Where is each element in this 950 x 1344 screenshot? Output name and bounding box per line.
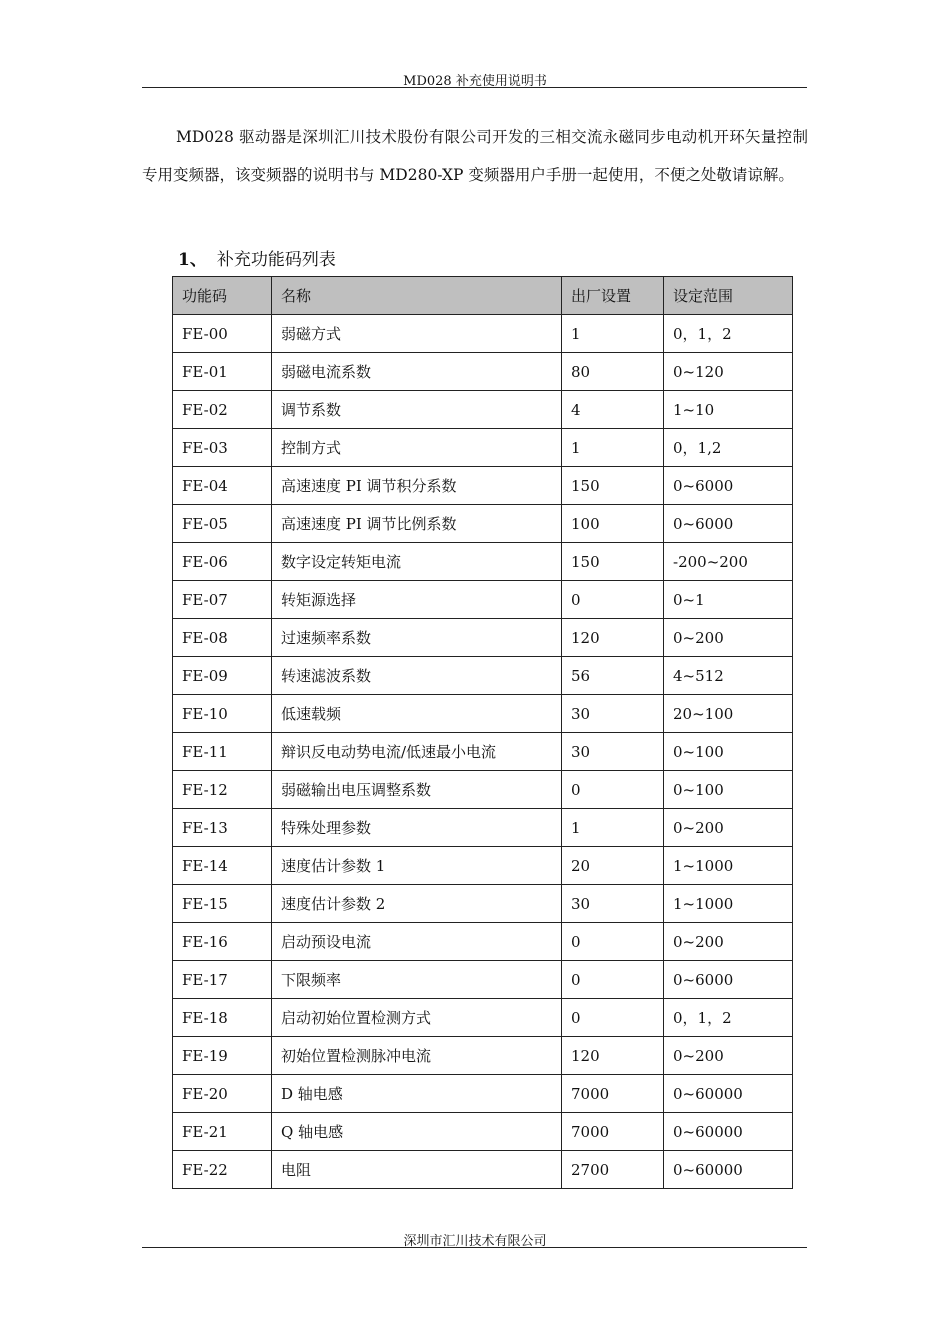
table-row (173, 543, 793, 581)
cell-default: 1 (562, 809, 664, 847)
cell-range: 0~120 (664, 353, 793, 391)
cell-default: 0 (562, 999, 664, 1037)
cell-default: 4 (562, 391, 664, 429)
cell-default: 30 (562, 695, 664, 733)
table-row (173, 847, 793, 885)
cell-name: 初始位置检测脉冲电流 (272, 1037, 562, 1075)
table-row (173, 657, 793, 695)
cell-code: FE-18 (173, 999, 272, 1037)
table-row (173, 961, 793, 999)
cell-default: 56 (562, 657, 664, 695)
section-title-text: 补充功能码列表 (216, 250, 336, 270)
table-row (173, 923, 793, 961)
table-row (173, 733, 793, 771)
cell-range: 0~60000 (664, 1075, 793, 1113)
page-footer-company: 深圳市汇川技术有限公司 (403, 1234, 547, 1249)
table-row (173, 771, 793, 809)
cell-default: 20 (562, 847, 664, 885)
cell-code: FE-00 (173, 315, 272, 353)
cell-range: -200~200 (664, 543, 793, 581)
cell-range: 0，1，2 (664, 315, 793, 353)
table-row (173, 391, 793, 429)
cell-default: 120 (562, 619, 664, 657)
cell-range: 0~60000 (664, 1113, 793, 1151)
cell-code: FE-22 (173, 1151, 272, 1189)
cell-code: FE-01 (173, 353, 272, 391)
cell-range: 0，1,2 (664, 429, 793, 467)
cell-default: 1 (562, 429, 664, 467)
table-row (173, 353, 793, 391)
column-header-default: 出厂设置 (562, 277, 664, 315)
cell-name: 转速滤波系数 (272, 657, 562, 695)
cell-default: 80 (562, 353, 664, 391)
cell-range: 4~512 (664, 657, 793, 695)
cell-name: 辩识反电动势电流/低速最小电流 (272, 733, 562, 771)
cell-name: 弱磁方式 (272, 315, 562, 353)
cell-default: 30 (562, 885, 664, 923)
intro-paragraph: MD028 驱动器是深圳汇川技术股份有限公司开发的三相交流永磁同步电动机开环矢量控制专用变频器，该变频器的说明书与 MD280-XP 变频器用户手册一起使用，不便之处敬请谅解。 (142, 128, 808, 184)
table-row (173, 619, 793, 657)
cell-code: FE-17 (173, 961, 272, 999)
cell-code: FE-12 (173, 771, 272, 809)
cell-name: 转矩源选择 (272, 581, 562, 619)
cell-range: 0~1 (664, 581, 793, 619)
cell-range: 0~200 (664, 923, 793, 961)
cell-range: 0~100 (664, 771, 793, 809)
cell-code: FE-10 (173, 695, 272, 733)
cell-name: D 轴电感 (272, 1075, 562, 1113)
cell-default: 150 (562, 543, 664, 581)
cell-code: FE-05 (173, 505, 272, 543)
cell-range: 0~6000 (664, 961, 793, 999)
cell-range: 0~200 (664, 619, 793, 657)
table-header-row (173, 277, 793, 315)
cell-range: 1~10 (664, 391, 793, 429)
cell-range: 1~1000 (664, 885, 793, 923)
cell-default: 2700 (562, 1151, 664, 1189)
table-row (173, 1113, 793, 1151)
cell-code: FE-04 (173, 467, 272, 505)
cell-code: FE-16 (173, 923, 272, 961)
cell-range: 0~6000 (664, 467, 793, 505)
cell-default: 0 (562, 923, 664, 961)
cell-name: 速度估计参数 2 (272, 885, 562, 923)
cell-range: 0，1，2 (664, 999, 793, 1037)
table-row (173, 429, 793, 467)
table-row (173, 581, 793, 619)
cell-code: FE-14 (173, 847, 272, 885)
function-code-table (172, 276, 793, 1189)
section-number: 1、 (178, 250, 207, 270)
cell-default: 120 (562, 1037, 664, 1075)
cell-default: 1 (562, 315, 664, 353)
column-header-range: 设定范围 (664, 277, 793, 315)
cell-default: 7000 (562, 1113, 664, 1151)
page-header-title: MD028 补充使用说明书 (403, 74, 547, 89)
cell-range: 0~200 (664, 809, 793, 847)
cell-name: 控制方式 (272, 429, 562, 467)
table-row (173, 1037, 793, 1075)
cell-code: FE-02 (173, 391, 272, 429)
cell-code: FE-19 (173, 1037, 272, 1075)
cell-range: 20~100 (664, 695, 793, 733)
cell-name: 下限频率 (272, 961, 562, 999)
cell-range: 0~6000 (664, 505, 793, 543)
cell-range: 0~60000 (664, 1151, 793, 1189)
cell-name: 低速载频 (272, 695, 562, 733)
cell-code: FE-07 (173, 581, 272, 619)
cell-name: 弱磁电流系数 (272, 353, 562, 391)
column-header-code: 功能码 (173, 277, 272, 315)
footer-divider (142, 1247, 807, 1248)
cell-default: 0 (562, 771, 664, 809)
cell-name: 启动预设电流 (272, 923, 562, 961)
cell-default: 150 (562, 467, 664, 505)
cell-code: FE-13 (173, 809, 272, 847)
cell-code: FE-09 (173, 657, 272, 695)
cell-range: 0~200 (664, 1037, 793, 1075)
table-row (173, 809, 793, 847)
cell-name: 高速速度 PI 调节积分系数 (272, 467, 562, 505)
cell-code: FE-11 (173, 733, 272, 771)
cell-name: 电阻 (272, 1151, 562, 1189)
table-row (173, 999, 793, 1037)
cell-code: FE-08 (173, 619, 272, 657)
cell-name: 弱磁输出电压调整系数 (272, 771, 562, 809)
cell-code: FE-20 (173, 1075, 272, 1113)
cell-name: Q 轴电感 (272, 1113, 562, 1151)
cell-name: 启动初始位置检测方式 (272, 999, 562, 1037)
cell-default: 30 (562, 733, 664, 771)
header-divider (142, 87, 807, 88)
cell-default: 100 (562, 505, 664, 543)
table-row (173, 467, 793, 505)
table-row (173, 1151, 793, 1189)
cell-name: 数字设定转矩电流 (272, 543, 562, 581)
table-row (173, 885, 793, 923)
column-header-name: 名称 (272, 277, 562, 315)
table-row (173, 695, 793, 733)
cell-range: 0~100 (664, 733, 793, 771)
cell-default: 0 (562, 961, 664, 999)
section-heading (178, 245, 336, 270)
table-row (173, 315, 793, 353)
cell-name: 过速频率系数 (272, 619, 562, 657)
cell-default: 7000 (562, 1075, 664, 1113)
cell-code: FE-21 (173, 1113, 272, 1151)
cell-code: FE-03 (173, 429, 272, 467)
cell-default: 0 (562, 581, 664, 619)
table-row (173, 505, 793, 543)
cell-name: 速度估计参数 1 (272, 847, 562, 885)
cell-code: FE-15 (173, 885, 272, 923)
cell-code: FE-06 (173, 543, 272, 581)
cell-range: 1~1000 (664, 847, 793, 885)
cell-name: 高速速度 PI 调节比例系数 (272, 505, 562, 543)
table-row (173, 1075, 793, 1113)
table-body (173, 315, 793, 1189)
cell-name: 特殊处理参数 (272, 809, 562, 847)
cell-name: 调节系数 (272, 391, 562, 429)
